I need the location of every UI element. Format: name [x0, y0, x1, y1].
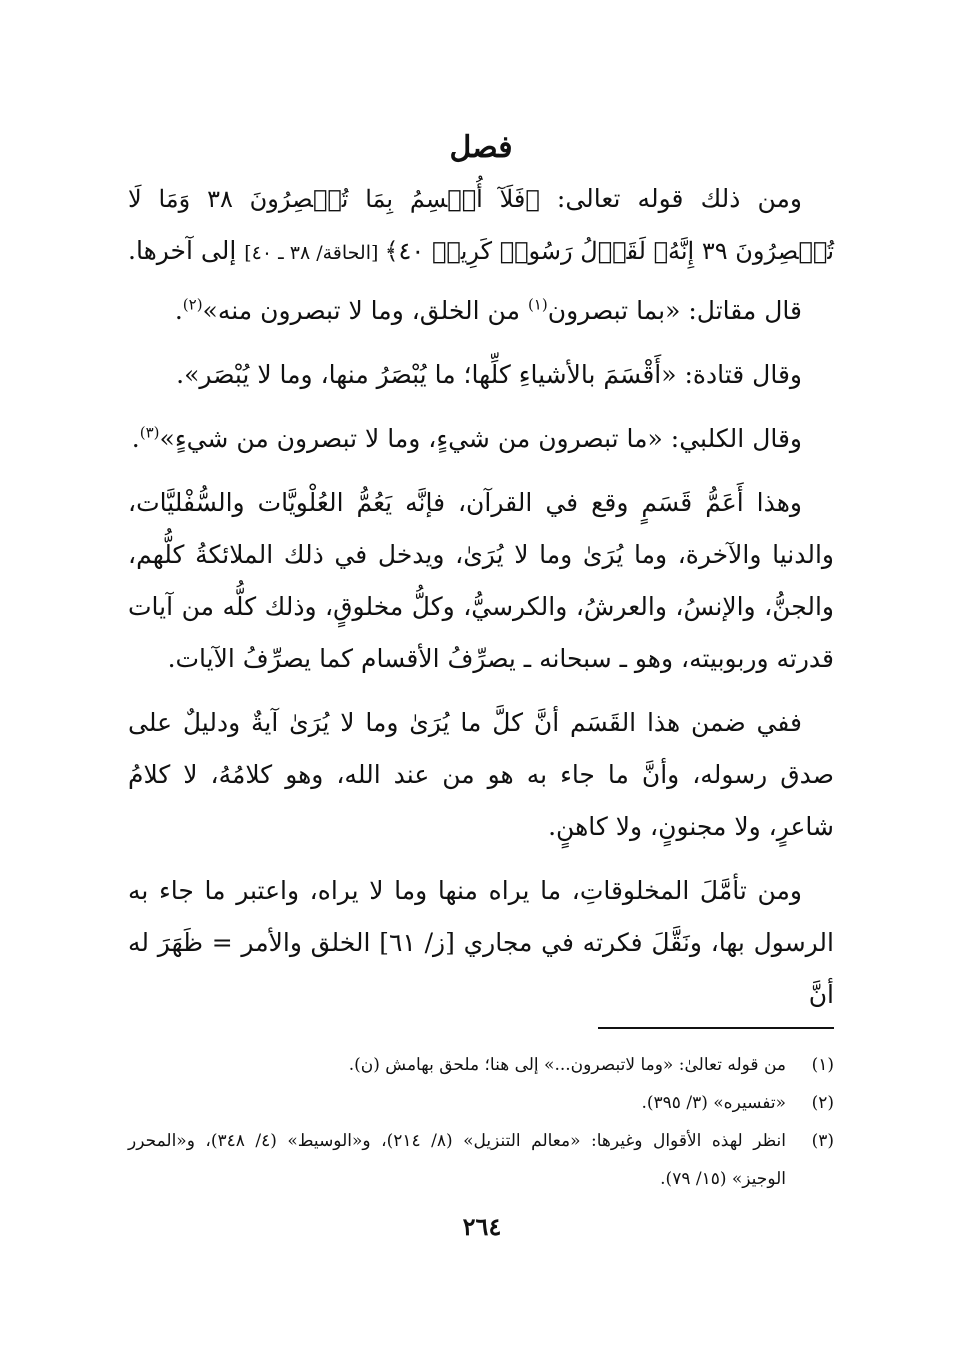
footnote-item — [128, 1084, 834, 1122]
quote-end: . — [131, 424, 140, 453]
quran-verse-text: ﴿فَلَآ أُقۡسِمُ بِمَا تُبۡصِرُونَ ٣٨ وَمَا لَا تُبۡصِرُونَ ٣٩ إِنَّهُۥ لَقَوۡلُ رَسُولٖ كَرِيمٖ ٤٠﴾ — [128, 185, 834, 265]
footnotes — [128, 1046, 834, 1198]
footnote-number: (٢) — [811, 1093, 834, 1113]
footnote-marker: (١) — [527, 295, 548, 314]
quote-text: قال مقاتل: «بما تبصرون — [547, 296, 802, 325]
paragraph-muqatil — [128, 285, 834, 337]
footnote-number: (١) — [811, 1055, 834, 1075]
footnote-text: من قوله تعالىٰ: «وما لاتبصرون...» إلى هنا؛ ملحق بهامش (ن). — [348, 1055, 786, 1075]
paragraph-end-text: إلى آخرها. — [128, 236, 245, 265]
paragraph-comprehensive-oath: وهذا أَعَمُّ قَسَمٍ وقع في القرآن، فإنَّه يَعُمُّ العُلْويَّات والسُّفْليَّات، والدنيا والآخرة، وما يُرَىٰ وما لا يُرَىٰ، ويدخل في ذلك الملائكةُ كلُّهم، والجنُّ، والإنسُ، والعرشُ، والكرسيُّ، وكلُّ مخلوقٍ، وذلك كلُّه من آيات قدرته وربوبيته، وهو ـ سبحانه ـ يصرِّفُ الأقسام كما يصرِّفُ الآيات. — [128, 488, 834, 673]
page-body — [128, 120, 834, 1033]
quote-text: وقال الكلبي: «ما تبصرون من شيءٍ، وما لا تبصرون من شيءٍ» — [159, 424, 802, 453]
paragraph-contemplation: ومن تأمَّلَ المخلوقاتِ، ما يراه منها وما لا يراه، واعتبر ما جاء به الرسول بها، ونَقَّلَ فكرته في مجاري [ز/ ٦١] الخلق والأمر = ظَهَرَ له أنَّ — [128, 876, 834, 1009]
paragraph-proof: ففي ضمن هذا القَسَم أنَّ كلَّ ما يُرَىٰ وما لا يُرَىٰ آيةٌ ودليلٌ على صدق رسوله، وأنَّ ما جاء به هو من عند الله، وهو كلامُهُ، لا كلامُ شاعرٍ، ولا مجنونٍ، ولا كاهنٍ. — [128, 708, 834, 841]
page-number: ٢٦٤ — [462, 1212, 502, 1241]
footnote-marker: (٢) — [182, 295, 203, 314]
quote-end: . — [174, 296, 183, 325]
verse-reference: [الحاقة/ ٣٨ ـ ٤٠] — [244, 242, 385, 264]
section-heading: فصل — [449, 130, 513, 165]
paragraph-qatada: وقال قتادة: «أَقْسَمَ بالأشياءِ كلِّها؛ ما يُبْصَرُ منها، وما لا يُبْصَر». — [176, 360, 802, 389]
paragraph-quran-verse — [128, 173, 834, 279]
footnote-text: انظر لهذه الأقوال وغيرها: «معالم التنزيل» (٨/ ٢١٤)، و«الوسيط» (٤/ ٣٤٨)، و«المحرر الوجيز» (١٥/ ٧٩). — [128, 1131, 786, 1189]
footnote-item — [128, 1046, 834, 1084]
footnote-number: (٣) — [811, 1131, 834, 1151]
footnote-item — [128, 1122, 834, 1198]
footnote-marker: (٣) — [139, 423, 160, 442]
paragraph-intro-text: ومن ذلك قوله تعالى: — [539, 184, 803, 213]
paragraph-kalbi — [128, 413, 834, 465]
footnote-text: «تفسيره» (٣/ ٣٩٥). — [641, 1093, 786, 1113]
footnote-separator — [598, 1027, 834, 1029]
quote-text-continued: من الخلق، وما لا تبصرون منه» — [202, 296, 528, 325]
